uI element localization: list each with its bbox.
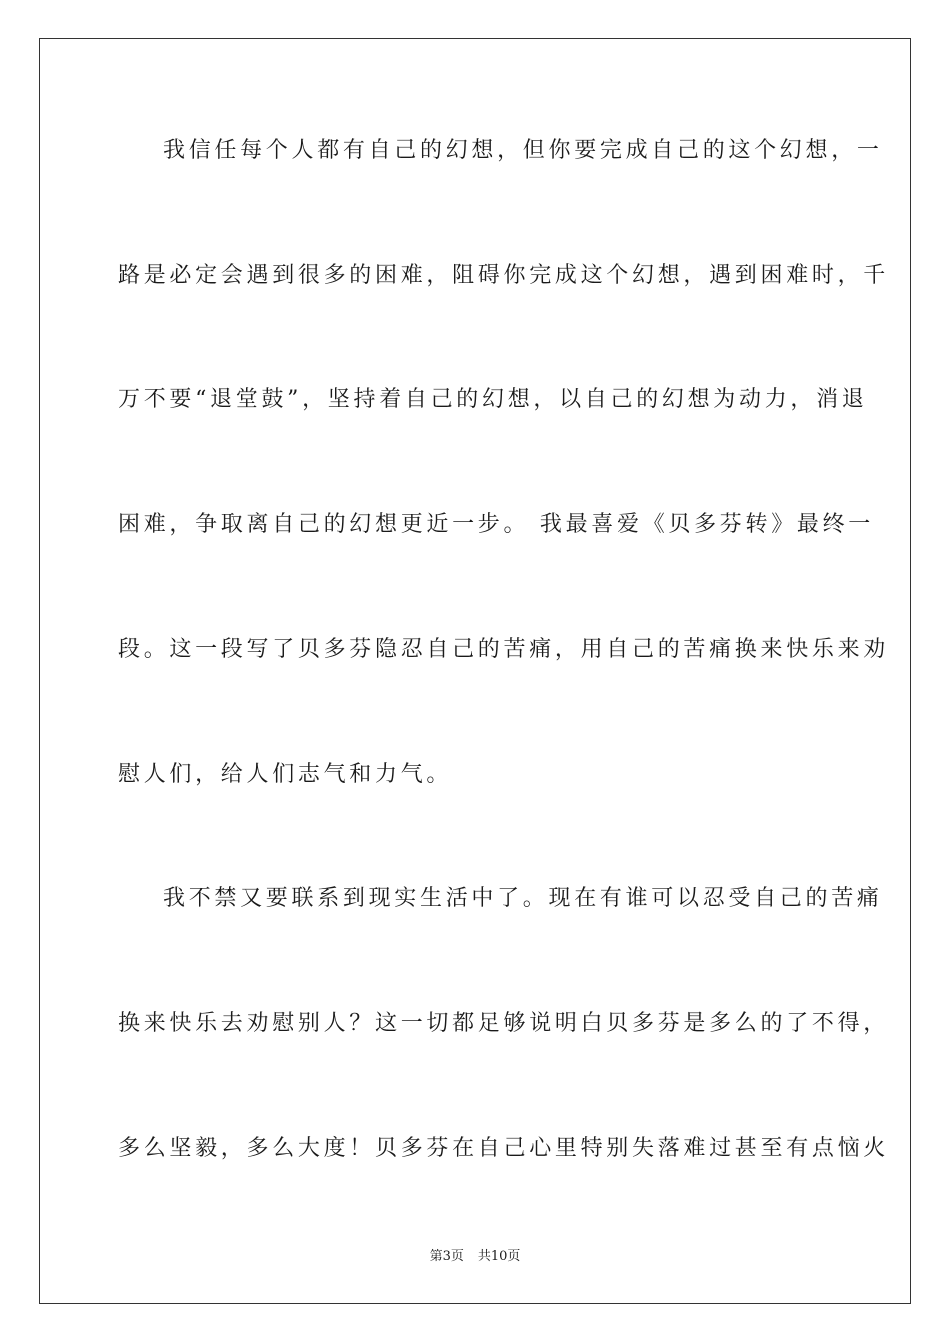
paragraph-line: 路是必定会遇到很多的困难，阻碍你完成这个幻想，遇到困难时，千 bbox=[118, 263, 890, 288]
total-pages: 共10页 bbox=[477, 1249, 521, 1264]
page-footer bbox=[0, 1248, 950, 1266]
paragraph-line: 换来快乐去劝慰别人？这一切都足够说明白贝多芬是多么的了不得， bbox=[118, 1011, 890, 1036]
paragraph-line: 困难，争取离自己的幻想更近一步。 我最喜爱《贝多芬转》最终一 bbox=[118, 512, 874, 537]
paragraph-line: 我不禁又要联系到现实生活中了。现在有谁可以忍受自己的苦痛 bbox=[163, 886, 883, 911]
paragraph-line: 万不要“退堂鼓”，坚持着自己的幻想，以自己的幻想为动力，消退 bbox=[118, 387, 868, 412]
paragraph-line: 多么坚毅，多么大度！贝多芬在自己心里特别失落难过甚至有点恼火 bbox=[118, 1136, 890, 1161]
page-frame bbox=[39, 38, 911, 1304]
paragraph-line: 慰人们，给人们志气和力气。 bbox=[118, 762, 453, 787]
paragraph-line: 段。这一段写了贝多芬隐忍自己的苦痛，用自己的苦痛换来快乐来劝 bbox=[118, 637, 890, 662]
paragraph-line: 我信任每个人都有自己的幻想，但你要完成自己的这个幻想，一 bbox=[163, 138, 883, 163]
page-number: 第3页 bbox=[429, 1249, 464, 1264]
